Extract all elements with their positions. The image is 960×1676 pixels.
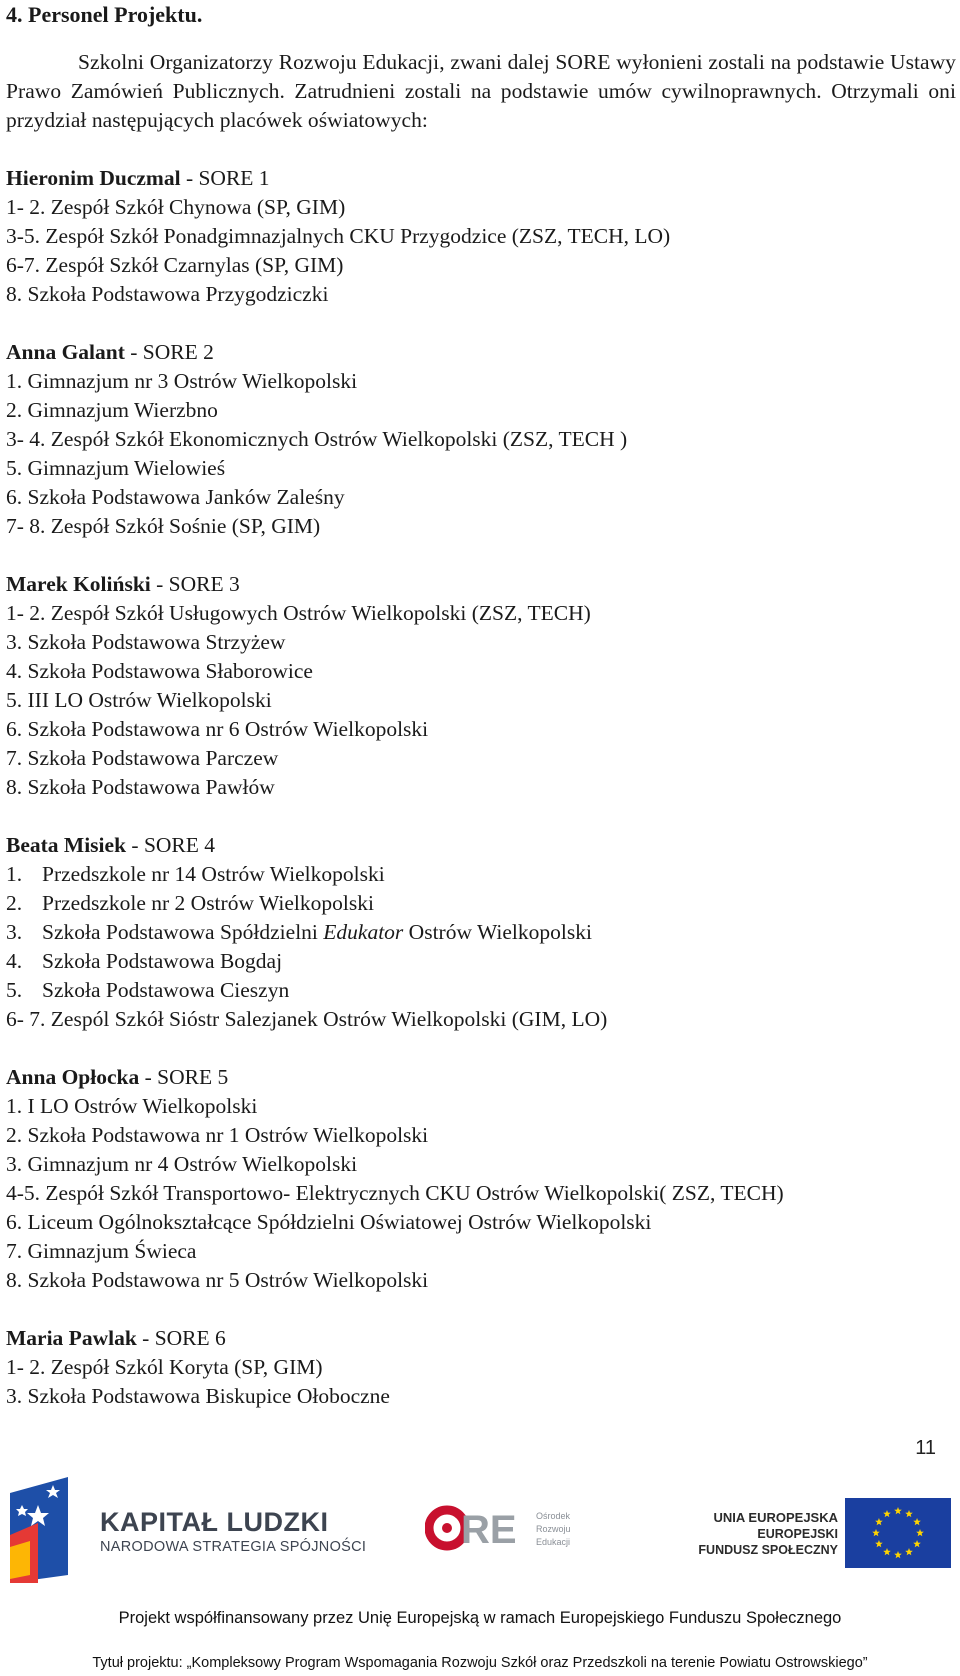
school-list-item (6, 599, 956, 628)
staff-role: - SORE 4 (126, 833, 216, 857)
school-item-text: Zespół Szkól Koryta (SP, GIM) (45, 1355, 323, 1379)
school-list-item (6, 454, 956, 483)
school-item-number: 2. (6, 398, 23, 422)
school-item-number: 3. (6, 920, 23, 944)
school-item-number: 6- 7. (6, 1007, 46, 1031)
school-item-number: 4. (6, 659, 23, 683)
school-list-item (6, 1092, 956, 1121)
school-item-text: Zespół Szkół Sośnie (SP, GIM) (45, 514, 321, 538)
school-list-item (6, 1237, 956, 1266)
school-item-text: Gimnazjum nr 4 Ostrów Wielkopolski (22, 1152, 358, 1176)
school-item-text: Gimnazjum Wielowieś (22, 456, 226, 480)
school-list-item (6, 483, 956, 512)
school-item-number: 5. (6, 688, 23, 712)
school-list-item (6, 1353, 956, 1382)
project-title-note: Tytuł projektu: „Kompleksowy Program Wspomagania Rozwoju Szkół oraz Przedszkoli na terenie Powiatu Ostrowskiego” (92, 1655, 868, 1671)
school-item-text: Gimnazjum Świeca (22, 1239, 197, 1263)
school-item-text: Szkoła Podstawowa Bogdaj (42, 949, 283, 973)
school-item-number: 8. (6, 282, 23, 306)
school-list-item (6, 425, 956, 454)
staff-group (6, 1063, 956, 1295)
school-item-text: Szkoła Podstawowa Słaborowice (22, 659, 313, 683)
school-list-item (6, 251, 956, 280)
staff-group (6, 338, 956, 541)
ore-side-line: Ośrodek (536, 1511, 571, 1521)
school-list-item (6, 280, 956, 309)
school-item-text: Szkoła Podstawowa nr 5 Ostrów Wielkopolski (22, 1268, 429, 1292)
school-list-item (6, 367, 956, 396)
staff-name: Anna Opłocka (6, 1065, 140, 1089)
school-item-text: Szkoła Podstawowa Spółdzielni (42, 920, 324, 944)
document-body (6, 0, 956, 1411)
school-item-text: Szkoła Podstawowa Przygodziczki (22, 282, 329, 306)
school-item-number: 4-5. (6, 1181, 41, 1205)
school-item-number: 7- 8. (6, 514, 46, 538)
intro-paragraph (6, 48, 956, 135)
staff-name: Maria Pawlak (6, 1326, 137, 1350)
school-item-number: 7. (6, 746, 23, 770)
school-list-item (6, 512, 956, 541)
school-list-item (6, 193, 956, 222)
school-item-text: III LO Ostrów Wielkopolski (22, 688, 272, 712)
logo-bar (0, 1475, 960, 1587)
school-item-text: Przedszkole nr 2 Ostrów Wielkopolski (42, 891, 374, 915)
staff-role: - SORE 1 (180, 166, 270, 190)
school-list-item (6, 860, 956, 889)
school-item-number: 6-7. (6, 253, 41, 277)
school-list-item (6, 773, 956, 802)
staff-group-header (6, 164, 956, 193)
school-item-number: 8. (6, 775, 23, 799)
school-item-text: Zespół Szkół Usługowych Ostrów Wielkopolski (ZSZ, TECH) (45, 601, 591, 625)
section-heading: 4. Personel Projektu. (6, 2, 203, 27)
eu-line3: FUNDUSZ SPOŁECZNY (698, 1543, 838, 1557)
staff-role: - SORE 3 (150, 572, 240, 596)
school-item-text: Zespół Szkół Chynowa (SP, GIM) (45, 195, 346, 219)
school-item-number: 3-5. (6, 224, 41, 248)
school-item-number: 1- 2. (6, 195, 46, 219)
staff-group-header (6, 570, 956, 599)
school-item-number: 1. (6, 1094, 23, 1118)
staff-group-header (6, 338, 956, 367)
school-list-item (6, 947, 956, 976)
kapital-ludzki-title: KAPITAŁ LUDZKI (100, 1507, 329, 1537)
school-item-text: Zespół Szkół Ekonomicznych Ostrów Wielkopolski (ZSZ, TECH ) (45, 427, 628, 451)
school-item-number: 3. (6, 630, 23, 654)
cofinance-note: Projekt współfinansowany przez Unię Europejską w ramach Europejskiego Funduszu Społecznego (118, 1609, 842, 1627)
school-item-number: 7. (6, 1239, 23, 1263)
staff-name: Marek Koliński (6, 572, 151, 596)
staff-group (6, 164, 956, 309)
staff-group-header (6, 1063, 956, 1092)
ore-logo-mark: RE (461, 1508, 517, 1552)
school-item-number: 6. (6, 485, 23, 509)
staff-group (6, 570, 956, 802)
school-item-text: Zespół Szkół Czarnylas (SP, GIM) (40, 253, 344, 277)
school-item-text: Szkoła Podstawowa Strzyżew (22, 630, 286, 654)
school-item-text: I LO Ostrów Wielkopolski (22, 1094, 258, 1118)
school-item-text: Szkoła Podstawowa Janków Zaleśny (22, 485, 345, 509)
school-list-item (6, 715, 956, 744)
school-item-text: Szkoła Podstawowa Pawłów (22, 775, 275, 799)
school-item-number: 1- 2. (6, 1355, 46, 1379)
school-list-item (6, 1266, 956, 1295)
eu-line2: EUROPEJSKI (757, 1527, 838, 1541)
ore-side-line: Edukacji (536, 1537, 571, 1547)
kapital-ludzki-flag-icon (8, 1475, 76, 1585)
school-item-number: 2. (6, 1123, 23, 1147)
school-item-number: 6. (6, 717, 23, 741)
school-item-number: 4. (6, 949, 23, 973)
school-item-text: Zespół Szkół Transportowo- Elektrycznych CKU Ostrów Wielkopolski( ZSZ, TECH) (40, 1181, 784, 1205)
school-list-item (6, 1150, 956, 1179)
school-list-item (6, 918, 956, 947)
page-number: 11 (915, 1437, 936, 1459)
school-item-number: 3. (6, 1384, 23, 1408)
school-list-item (6, 657, 956, 686)
staff-assignments (6, 164, 956, 1411)
staff-name: Anna Galant (6, 340, 125, 364)
school-item-text: Gimnazjum nr 3 Ostrów Wielkopolski (22, 369, 358, 393)
ore-side-line: Rozwoju (536, 1524, 571, 1534)
school-item-text: Szkoła Podstawowa nr 1 Ostrów Wielkopolski (22, 1123, 429, 1147)
school-item-number: 1. (6, 862, 23, 886)
school-list-item (6, 1208, 956, 1237)
ore-logo-icon (425, 1503, 530, 1553)
school-list-item (6, 628, 956, 657)
school-item-text: Szkoła Podstawowa nr 6 Ostrów Wielkopolski (22, 717, 429, 741)
school-list-item (6, 686, 956, 715)
staff-group-header (6, 1324, 956, 1353)
staff-group-header (6, 831, 956, 860)
school-item-number: 6. (6, 1210, 23, 1234)
school-item-number: 1- 2. (6, 601, 46, 625)
staff-name: Beata Misiek (6, 833, 127, 857)
ore-side-text (536, 1510, 571, 1549)
staff-role: - SORE 6 (136, 1326, 226, 1350)
school-list-item (6, 889, 956, 918)
eu-flag-icon (845, 1498, 951, 1568)
eu-line1: UNIA EUROPEJSKA (713, 1510, 838, 1525)
school-item-italic: Edukator (323, 920, 404, 944)
school-item-text-after: Ostrów Wielkopolski (403, 920, 592, 944)
school-item-text: Szkoła Podstawowa Parczew (22, 746, 279, 770)
school-item-number: 5. (6, 978, 23, 1002)
school-list-item (6, 1179, 956, 1208)
eu-logo-text (680, 1510, 838, 1558)
school-item-text: Zespół Szkół Ponadgimnazjalnych CKU Przygodzice (ZSZ, TECH, LO) (40, 224, 671, 248)
kapital-ludzki-logo (100, 1508, 366, 1556)
intro-text: Szkolni Organizatorzy Rozwoju Edukacji, zwani dalej SORE wyłonieni zostali na podstawie Ustawy Prawo Zamówień Publicznych. Zatrudnieni zostali na podstawie umów cywilnoprawnych. Otrzymali oni przydział następujących placówek oświatowych: (6, 50, 956, 132)
school-item-number: 2. (6, 891, 23, 915)
staff-name: Hieronim Duczmal (6, 166, 181, 190)
school-item-text: Liceum Ogólnokształcące Spółdzielni Oświatowej Ostrów Wielkopolski (22, 1210, 652, 1234)
school-item-number: 1. (6, 369, 23, 393)
school-item-text: Przedszkole nr 14 Ostrów Wielkopolski (42, 862, 385, 886)
school-list-item (6, 744, 956, 773)
staff-role: - SORE 5 (139, 1065, 229, 1089)
staff-role: - SORE 2 (124, 340, 214, 364)
school-list-item (6, 976, 956, 1005)
school-list-item (6, 396, 956, 425)
school-list-item (6, 1005, 956, 1034)
school-list-item (6, 222, 956, 251)
school-item-text: Szkoła Podstawowa Cieszyn (42, 978, 290, 1002)
school-item-number: 8. (6, 1268, 23, 1292)
school-list-item (6, 1382, 956, 1411)
staff-group (6, 1324, 956, 1411)
school-item-number: 3. (6, 1152, 23, 1176)
school-item-text: Szkoła Podstawowa Biskupice Ołoboczne (22, 1384, 390, 1408)
school-item-number: 5. (6, 456, 23, 480)
kapital-ludzki-subtitle: NARODOWA STRATEGIA SPÓJNOŚCI (100, 1539, 367, 1555)
school-item-number: 3- 4. (6, 427, 46, 451)
school-item-text: Zespól Szkół Sióstr Salezjanek Ostrów Wielkopolski (GIM, LO) (45, 1007, 608, 1031)
staff-group (6, 831, 956, 1034)
school-item-text: Gimnazjum Wierzbno (22, 398, 218, 422)
school-list-item (6, 1121, 956, 1150)
